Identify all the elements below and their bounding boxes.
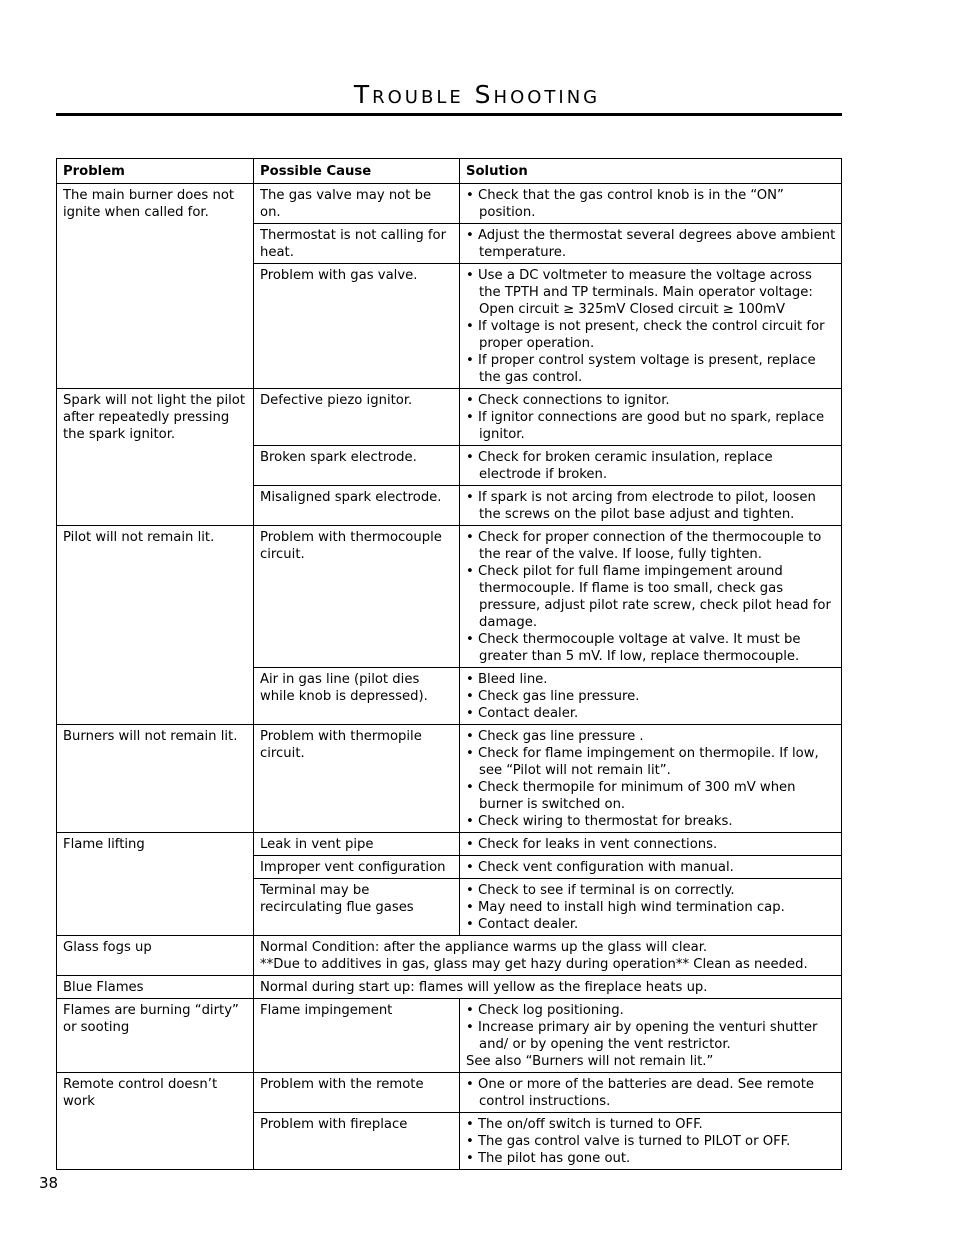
cause-cell: Problem with fireplace: [254, 1113, 460, 1170]
merged-solution-cell: [254, 936, 842, 976]
header-possible-cause: Possible Cause: [254, 159, 460, 184]
cause-cell: Problem with thermocouple circuit.: [254, 526, 460, 668]
cause-cell: Problem with thermopile circuit.: [254, 725, 460, 833]
cause-cell: Improper vent configuration: [254, 856, 460, 879]
cause-cell: Defective piezo ignitor.: [254, 389, 460, 446]
solution-bullet: • Check pilot for full flame impingement around thermocouple. If flame is too small, check gas pressure, adjust pilot rate screw, check pilot head for damage.: [466, 563, 836, 631]
solution-bullet: • Use a DC voltmeter to measure the voltage across the TPTH and TP terminals. Main operator voltage: Open circuit ≥ 325mV Closed circuit ≥ 100mV: [466, 267, 836, 318]
solution-bullet: • Check thermopile for minimum of 300 mV when burner is switched on.: [466, 779, 836, 813]
solution-note: See also “Burners will not remain lit.”: [466, 1054, 714, 1069]
solution-cell: [460, 1073, 842, 1113]
solution-bullet: • If proper control system voltage is present, replace the gas control.: [466, 352, 836, 386]
solution-bullet: • Check vent configuration with manual.: [466, 859, 836, 876]
solution-bullet: • The pilot has gone out.: [466, 1150, 836, 1167]
solution-cell: [460, 725, 842, 833]
solution-bullet: • Check thermocouple voltage at valve. It must be greater than 5 mV. If low, replace thermocouple.: [466, 631, 836, 665]
problem-cell: Pilot will not remain lit.: [57, 526, 254, 725]
cause-cell: Terminal may be recirculating flue gases: [254, 879, 460, 936]
table-row: [57, 389, 842, 446]
solution-cell: [460, 184, 842, 224]
cause-cell: The gas valve may not be on.: [254, 184, 460, 224]
problem-cell: Glass fogs up: [57, 936, 254, 976]
solution-bullet: • If spark is not arcing from electrode to pilot, loosen the screws on the pilot base adjust and tighten.: [466, 489, 836, 523]
solution-cell: [460, 879, 842, 936]
solution-cell: [460, 526, 842, 668]
troubleshooting-table: [56, 158, 842, 1170]
solution-bullet: • The on/off switch is turned to OFF.: [466, 1116, 836, 1133]
cause-cell: Problem with the remote: [254, 1073, 460, 1113]
cause-cell: Thermostat is not calling for heat.: [254, 224, 460, 264]
solution-bullet: • Contact dealer.: [466, 705, 836, 722]
table-header-row: [57, 159, 842, 184]
merged-solution-cell: [254, 976, 842, 999]
table-row: [57, 999, 842, 1073]
solution-cell: [460, 446, 842, 486]
solution-bullet: • One or more of the batteries are dead. See remote control instructions.: [466, 1076, 836, 1110]
problem-cell: Flames are burning “dirty” or sooting: [57, 999, 254, 1073]
solution-bullet: • Check that the gas control knob is in the “ON” position.: [466, 187, 836, 221]
page-number: 38: [39, 1174, 59, 1192]
table-row: [57, 184, 842, 224]
table-row: [57, 936, 842, 976]
solution-line: Normal during start up: flames will yellow as the fireplace heats up.: [260, 980, 708, 995]
problem-cell: Burners will not remain lit.: [57, 725, 254, 833]
solution-bullet: • Check log positioning.: [466, 1002, 836, 1019]
header-problem: Problem: [57, 159, 254, 184]
cause-cell: Broken spark electrode.: [254, 446, 460, 486]
solution-bullet: • If voltage is not present, check the control circuit for proper operation.: [466, 318, 836, 352]
solution-bullet: • May need to install high wind termination cap.: [466, 899, 836, 916]
solution-bullet: • Check wiring to thermostat for breaks.: [466, 813, 836, 830]
solution-bullet: • Check connections to ignitor.: [466, 392, 836, 409]
problem-cell: Spark will not light the pilot after repeatedly pressing the spark ignitor.: [57, 389, 254, 526]
table-row: [57, 833, 842, 856]
problem-cell: The main burner does not ignite when called for.: [57, 184, 254, 389]
solution-bullet: • Check for flame impingement on thermopile. If low, see “Pilot will not remain lit”.: [466, 745, 836, 779]
cause-cell: Air in gas line (pilot dies while knob is depressed).: [254, 668, 460, 725]
solution-cell: [460, 224, 842, 264]
table-row: [57, 1073, 842, 1113]
solution-line: Normal Condition: after the appliance warms up the glass will clear.: [260, 940, 708, 955]
table-row: [57, 725, 842, 833]
title-rule: [56, 113, 842, 116]
cause-cell: Flame impingement: [254, 999, 460, 1073]
solution-cell: [460, 264, 842, 389]
solution-bullet: • Check for proper connection of the thermocouple to the rear of the valve. If loose, fully tighten.: [466, 529, 836, 563]
solution-bullet: • Check to see if terminal is on correctly.: [466, 882, 836, 899]
solution-cell: [460, 999, 842, 1073]
solution-bullet: • The gas control valve is turned to PILOT or OFF.: [466, 1133, 836, 1150]
cause-cell: Leak in vent pipe: [254, 833, 460, 856]
table-row: [57, 976, 842, 999]
solution-bullet: • Bleed line.: [466, 671, 836, 688]
header-solution: Solution: [460, 159, 842, 184]
solution-bullet: • Contact dealer.: [466, 916, 836, 933]
solution-cell: [460, 486, 842, 526]
problem-cell: Blue Flames: [57, 976, 254, 999]
solution-cell: [460, 856, 842, 879]
solution-bullet: • Increase primary air by opening the venturi shutter and/ or by opening the vent restrictor.: [466, 1019, 836, 1053]
solution-bullet: • Check gas line pressure.: [466, 688, 836, 705]
solution-bullet: • If ignitor connections are good but no spark, replace ignitor.: [466, 409, 836, 443]
solution-cell: [460, 833, 842, 856]
cause-cell: Misaligned spark electrode.: [254, 486, 460, 526]
problem-cell: Remote control doesn’t work: [57, 1073, 254, 1170]
page-title: Trouble Shooting: [353, 80, 601, 109]
solution-bullet: • Check for leaks in vent connections.: [466, 836, 836, 853]
solution-bullet: • Adjust the thermostat several degrees above ambient temperature.: [466, 227, 836, 261]
solution-bullet: • Check for broken ceramic insulation, replace electrode if broken.: [466, 449, 836, 483]
solution-cell: [460, 668, 842, 725]
solution-cell: [460, 389, 842, 446]
problem-cell: Flame lifting: [57, 833, 254, 936]
solution-cell: [460, 1113, 842, 1170]
solution-line: **Due to additives in gas, glass may get hazy during operation** Clean as needed.: [260, 957, 808, 972]
cause-cell: Problem with gas valve.: [254, 264, 460, 389]
solution-bullet: • Check gas line pressure .: [466, 728, 836, 745]
table-row: [57, 526, 842, 668]
